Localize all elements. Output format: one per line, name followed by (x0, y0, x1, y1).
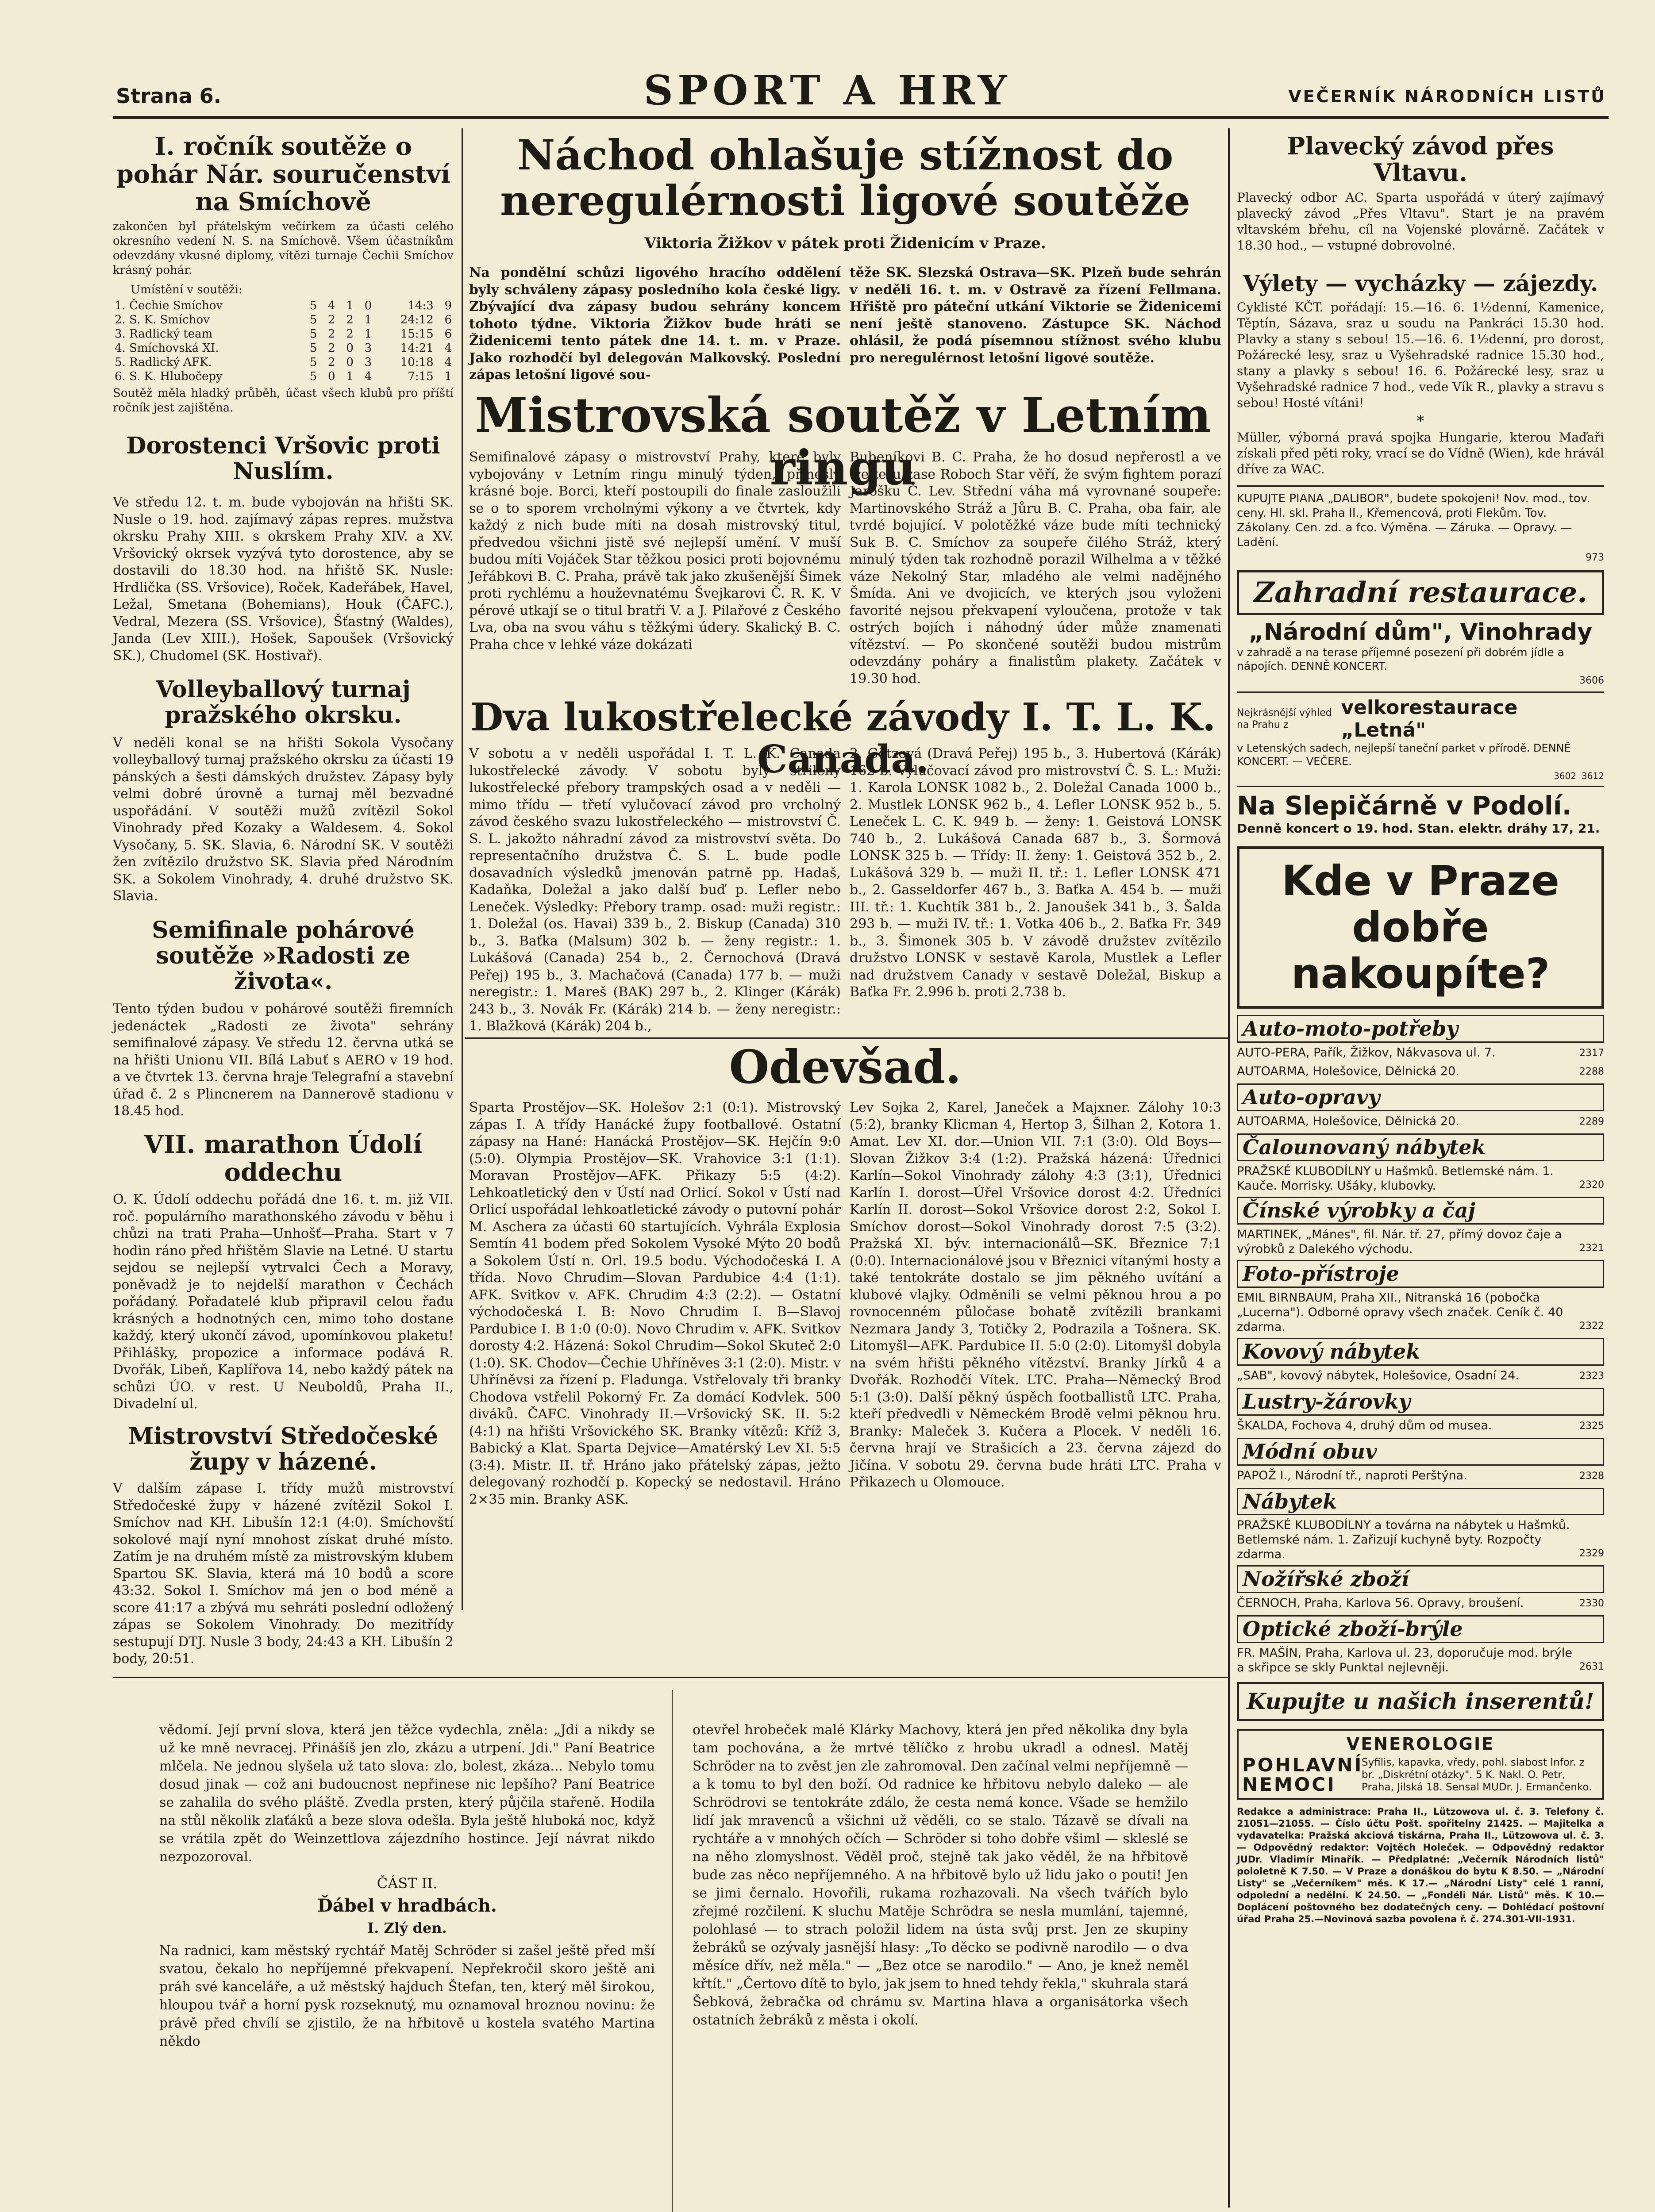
standings-team: 3. Radlický team (115, 327, 213, 341)
impressum: Redakce a administrace: Praha II., Lützowova ul. č. 3. Telefony č. 21051—21055. — Číslo účtu Pošt. spořitelny 21425. — Majitelka a vydavatelka: Pražská akciová tiskárna, Praha II., Lützowova ul. č. 3. — Odpovědný redaktor: Vojtěch Holeček. — Odpovědný redaktor JUDr. Vladimír Minařík. — Předplatné: „Večerník Národních listů" pololetně K 7.50. — V Praze a donáškou do bytu K 8.50. — „Národní Listy" se „Večerníkem" měs. K 17.— „Národní Listy" celé 1 ranní, odpolední a nedělní. K 24.50. — „Fondéli Nár. Listů" měs. K 10.— Doplácení poštovného bez dodatečných ceny. — Dohlédací poštovní úřad Praha 25.—Novinová sazba povolena ř. č. 274.301-VII-1931. (1237, 1806, 1604, 1924)
directory-entry (1237, 1518, 1604, 1562)
vylety-title: Výlety — vycházky — zájezdy. (1243, 270, 1598, 296)
hazena-title: Mistrovství Středočeské župy v házené. (128, 1422, 439, 1475)
standings-team: 4. Smíchovská XI. (115, 341, 219, 355)
standings-value: 2 (328, 327, 335, 341)
directory-entry-text: EMIL BIRNBAUM, Praha XII., Nitranská 16 (pobočka „Lucerna"). Odborné opravy všech značek. Ceník č. 40 zdarma. (1237, 1290, 1563, 1334)
plavecky-text: Plavecký odbor AC. Sparta uspořádá v úterý zajímavý plavecký závod „Přes Vltavu". Start je na pravém vltavském břehu, cíl na Vojenské plovárně. Začátek v 18.30 hod., — vstupné dobrovolné. (1237, 190, 1604, 253)
standings-value: 2 (328, 355, 335, 369)
standings-table (113, 299, 454, 384)
standings-value: 0 (364, 299, 372, 312)
directory-entry-number: 2289 (1579, 1116, 1604, 1128)
kupujte-box (1237, 1682, 1604, 1721)
mistrovska-title: Mistrovská soutěž v Letním ringu (475, 388, 1211, 496)
standings-value: 4 (364, 369, 372, 383)
slepicarne-text: Denně koncert o 19. hod. Stan. elektr. dráhy 17, 21. (1237, 821, 1600, 836)
standings-row (113, 341, 454, 355)
venerologie-ad (1237, 1729, 1604, 1800)
standings-value: 1 (444, 369, 452, 383)
column-rule (462, 128, 463, 1610)
muller-text: Müller, výborná pravá spojka Hungarie, kterou Maďaři získali před pěti roky, vrací se do Vídně (Wien), kde hrávál dříve za WAC. (1237, 430, 1604, 477)
narodni-dum-number: 3606 (1579, 675, 1604, 686)
letna-ad (1237, 691, 1604, 784)
paper-name: VEČERNÍK NÁRODNÍCH LISTŮ (1288, 87, 1606, 106)
pohlavni-text: Syfilis, kapavka, vředy, pohl. slabost Infor. z br. „Diskrétní otázky". 5 K. Nakl. O. Petr, Praha, Jilská 18. Sensal MUDr. J. Ermančenko. (1362, 1756, 1592, 1793)
directory-entry (1237, 1064, 1604, 1080)
standings-value: 14:21 (400, 341, 434, 355)
lukostrel-title: Dva lukostřelecké závody I. T. L. K. Canada. (470, 695, 1216, 782)
directory-category: Kovový nábytek (1237, 1338, 1604, 1366)
standings-row (113, 369, 454, 384)
semi-text: Tento týden budou v pohárové soutěži firemních jedenáctek „Radosti ze života" sehrány semifinalové zápasy. Ve středu 12. června utká se na hřišti Unionu VII. Bílá Labuť s AERO v 19 hod. a ve čtvrtek 13. června hraje Telegrafní a stavební úřad č. 2 s Plincnerem na Dannerově stadionu v 18.45 hod. (113, 1001, 454, 1119)
piana-ad-number: 973 (1586, 552, 1604, 564)
directory-entry-number: 2320 (1579, 1179, 1604, 1191)
directory-entry-text: „SAB", kovový nábytek, Holešovice, Osadní 24. (1237, 1368, 1519, 1382)
mistrovska-text-a: Semifinalové zápasy o mistrovství Prahy, které byly vybojovány v Letním ringu minulý týden, přinesly krásné boje. Borci, kteří postoupili do finale zasloužili se o to sporem vrcholnými výkony a ve čtvrtek, kdy každý z nich bude míti na dosah mistrovský titul, předvedou všichni jistě své nejlepší umění. V muší budou míti Vojáček Star těžkou posici proti bojovnému Jeřábkovi B. C. Praha, právě tak jako zkušenější Šimek proti rychlému a houževnatému Švejkarovi Č. R. K. V pérové utkají se o titul bratři V. a J. Pilařové z Českého Lva, oba na svou váhu s těžkými údery. Skalický B. C. Praha chce v lehké váze dokázati (469, 449, 841, 653)
letna-number: 3602 (1554, 770, 1577, 781)
standings-value: 0 (328, 369, 335, 383)
directory-entry-number: 2329 (1579, 1548, 1604, 1559)
volley-text: V neděli konal se na hřišti Sokola Vysočany volleyballový turnaj pražského okrsku za účasti 19 pánských a šesti dámských družstev. Zápasy byly velmi dobré úrovně a turnaj měl bezvadné uspořádání. V soutěži mužů zvítězil Sokol Vinohrady před Kozaky a Waldesem. 4. Sokol Vysočany, 5. SK. Slavia, 6. Národní SK. V soutěži žen zvítězilo družstvo SK. Slavia před Národním SK. a Sokolem Vinohrady, 4. druhé družstvo SK. Slavia. (113, 735, 454, 904)
directory-entry-number: 2330 (1579, 1598, 1604, 1609)
directory-entry-number: 2317 (1579, 1048, 1604, 1059)
standings-value: 3 (364, 341, 372, 355)
directory-entry-text: PRAŽSKÉ KLUBODÍLNY a továrna na nábytek u Hašmků. Betlemské nám. 1. Zařizují kuchyně byty. Rozpočty zdarma. (1237, 1518, 1570, 1562)
directory-entry-text: PAPOŽ I., Národní tř., naproti Perštýna. (1237, 1468, 1467, 1482)
pohar-title: I. ročník soutěže o pohár Nár. souručenství na Smíchově (116, 132, 450, 217)
plavecky-title: Plavecký závod přes Vltavu. (1287, 132, 1554, 187)
odevsad-col-a: Sparta Prostějov—SK. Holešov 2:1 (0:1). Mistrovský zápas I. A třídy Hanácké župy footballové. Ostatní zápasy na Hané: Hanácká Prostějov—SK. Hejčín 9:0 (5:0). Olympia Prostějov—SK. Vrahovice 3:1 (1:1). Moravan Prostějov—AFK. Přikazy 5:5 (4:2). Lehkoatletický den v Ústí nad Orlicí. Sokol v Ústí nad Orlicí uspořádal lehkoatletické závody o putovní pohár M. Aschera za účasti 60 startujících. Vyhrála Explosia Semtín 41 bodem před Sokolem Vysoké Mýto 20 bodů a Sokolem Ústí n. Orl. 19.5 bodu. Východočeská I. A třída. Novo Chrudim—Slovan Pardubice 4:4 (1:1). AFK. Svitkov v. AFK. Chrudim 4:3 (2:2). — Ostatní východočeská I. B: Novo Chrudim I. B—Slavoj Pardubice I. B 1:0 (0:0). Novo Chrudim v. AFK. Svitkov dorosty 4:2. Házená: Sokol Chrudim—Sokol Skuteč 2:0 (1:0). SK. Chodov—Čechie Uhříněves 3:1 (2:0). Mistr. v Uhříněvsi za řízení p. Fladunga. Vstřelovaly tři branky Chodova vstřelil Pokorný Fr. Za domácí Kodvlek. 500 diváků. ČAFC. Vinohrady II.—Vršovický SK. II. 5:2 (4:1) na hřišti Vršovického SK. Branky vítězů: Kříž 3, Babický a Klat. Sparta Dejvice—Amatérský Lev XI. 5:5 (3:4). Mistr. II. tř. Hráno jako přátelský zápas, ježto delegovaný rozhodčí p. Kopecký se nedostavil. Hráno 2×35 min. Branky ASK. (469, 1100, 841, 1507)
odevsad-title: Odevšad. (729, 1040, 962, 1094)
zahradni-box (1237, 570, 1604, 615)
novel-text-a-top: vědomí. Její první slova, která jen těžce vydechla, zněla: „Jdi a nikdy se už ke mně nevracej. Přinášíš jen zlo, zkázu a utrpení. Jdi." Paní Beatrice mlčela. Ne jednou slyšela už tato slova: zlo, bolest, zkáza... Nebylo tomu dosud jinak — což ani budoucnost nepřinese nic lepšího? Paní Beatrice se zahalila do svého pláště. Zvedla prsten, který půjčila stařeně. Hodila na stůl několik zlaťáků a beze slova odešla. Byla ještě hluboká noc, když se vrátila zpět do Weinzettlova zájezdního hostince. Její návrat nikdo nezpozoroval. (159, 1722, 655, 1865)
standings-value: 2 (346, 313, 354, 326)
letna-big: velkorestaurace „Letná" (1341, 696, 1518, 741)
pohlavni-nemoci: POHLAVNÍ NEMOCI (1242, 1754, 1363, 1795)
standings-value: 0 (346, 341, 354, 355)
directory-category: Foto-přístroje (1237, 1260, 1604, 1288)
directory-category: Auto-moto-potřeby (1237, 1015, 1604, 1043)
standings-value: 15:15 (400, 327, 434, 341)
standings-value: 5 (309, 327, 317, 341)
directory-category: Nožířské zboží (1237, 1565, 1604, 1593)
standings-value: 5 (309, 341, 317, 355)
standings-value: 4 (444, 355, 452, 369)
standings-row (113, 299, 454, 313)
column-rule (672, 1690, 673, 2212)
standings-value: 24:12 (400, 313, 434, 326)
piana-ad-text: KUPUJTE PIANA „DALIBOR", budete spokojeni! Nov. mod., tov. ceny. Hl. skl. Praha II., Křemencová, proti Flekům. Tov. Zákolany. Cen. zd. a fco. Výměna. — Záruka. — Opravy. — Ladění. (1237, 492, 1590, 549)
column-rule (1228, 128, 1230, 2208)
page-label: Strana 6. (116, 84, 222, 108)
letna-small: Nejkrásnější výhled na Prahu z (1237, 707, 1332, 730)
piana-ad (1237, 485, 1604, 566)
left-column (113, 133, 454, 1668)
standings-team: 6. S. K. Hlubočepy (115, 369, 223, 383)
kde-nakoupite-title: Kde v Praze dobře nakoupíte? (1282, 856, 1559, 998)
directory-category: Čínské výrobky a čaj (1237, 1197, 1604, 1225)
directory-entry-text: AUTO-PERA, Pařík, Žižkov, Nákvasova ul. 7. (1237, 1046, 1496, 1060)
right-column (1237, 133, 1604, 1925)
standings-value: 7:15 (408, 369, 434, 383)
directory-entry-number: 2325 (1579, 1420, 1604, 1432)
novel-part: ČÁST II. (377, 1875, 438, 1892)
lukostrel-text-b: 2. Götzová (Dravá Peřej) 195 b., 3. Hubertová (Kárák) 162 b. Vylučovací závod pro mistrovství Č. S. L.: Muži: 1. Karola LONSK 1082 b., 2. Doležal Canada 1000 b., 2. Mustlek LONSK 962 b., 4. Lefler LONSK 952 b., 5. Leneček L. C. K. 949 b. — ženy: 1. Geistová LONSK 740 b., 2. Lukášová Canada 687 b., 3. Šormová LONSK 325 b. — Třídy: II. ženy: 1. Geistová 352 b., 2. Lukášová 329 b. — muži II. tř.: 1. Lefler LONSK 471 b., 2. Gasseldorfer 467 b., 3. Baťka A. 454 b. — muži III. tř.: 1. Kuchtík 381 b., 2. Janoušek 341 b., 3. Šalda 293 b. — muži IV. tř.: 1. Votka 406 b., 2. Baťka Fr. 349 b., 3. Šimonek 305 b. V závodě družstev zvítězilo družstvo LONSK v sestavě Karola, Mustlek a Lefler nad družstvem Canady v sestavě Doležal, Biskup a Baťka Fr. 2.996 b. proti 2.738 b. (850, 746, 1221, 1000)
letna-number-2: 3612 (1582, 770, 1604, 781)
directory-entry-text: FR. MAŠÍN, Praha, Karlova ul. 23, doporučuje mod. brýle a skřipce se skly Punktal nejlevněji. (1237, 1646, 1572, 1675)
volley-title: Volleyballový turnaj pražského okrsku. (156, 676, 411, 729)
novel-col-a (159, 1721, 655, 2051)
kde-nakoupite-box (1237, 846, 1604, 1009)
section-title: SPORT A HRY (643, 66, 1012, 114)
standings-team: 5. Radlický AFK. (115, 355, 212, 369)
standings-value: 5 (309, 369, 317, 383)
directory-entry-number: 2631 (1579, 1661, 1604, 1673)
directory-category: Optické zboží-brýle (1237, 1615, 1604, 1643)
novel-col-b: otevřel hrobeček malé Klárky Machovy, která jen před několika dny byla tam pochována, a že mrtvé tělíčko z hrobu ukradl a odnesl. Matěj Schröder na to zvěst jen zle zahromoval. Den začínal velmi nepříjemně — a k tomu to byl den boží. Od radnice ke hřbitovu nebylo daleko — ale Schrödrovi se tentokráte zdálo, že cesta nemá konce. Všade se hemžilo lidí jak mravenců a všichni už věděli, co se stalo. Tázavě se dívali na rychtáře a v mnohých očích — Schröder si toho dobře všiml — skleslé se na něho zlomyslnost. Věděl proč, stejně tak jako věděl, že na hřbitově bude zas něco nepříjemného. A na hřbitově bylo už lidu jako o pouti! Jen se jimi černalo. Hovořili, rukama rozhazovali. Na všech tvářích bylo zřejmé rozčilení. K sluchu Matěje Schrödra se nesla mumlání, tajemné, polohlasé — to strach položil lidem na ústa svůj prst. Jen ze skupiny žebráků se ozývaly jasnější hlasy: „To děcko se podivně narodilo — o dva měsíce dřív, než měla." — „Bez otce se narodilo." — Ano, je knež neměl křtít." „Čertovo dítě to bylo, jak jsem to hned tehdy řekla," skuhrala stará Šebková, žebračka od chrámu sv. Martina hlava a organisátorka všech ostatních žebráků z města i okolí. (693, 1722, 1188, 2028)
directory-entry (1237, 1045, 1604, 1061)
standings-value: 1 (346, 299, 354, 312)
letna-text: v Letenských sadech, nejlepší taneční parket v přírodě. DENNĚ KONCERT. — VEČERE. (1237, 741, 1571, 768)
standings-value: 6 (444, 313, 452, 326)
standings-value: 14:3 (408, 299, 434, 312)
slepicarne-title: Na Slepičárně v Podolí. (1237, 790, 1572, 821)
directory-entry (1237, 1114, 1604, 1130)
separator-star: * (1416, 412, 1424, 430)
directory-category: Lustry-žárovky (1237, 1388, 1604, 1416)
standings-value: 0 (346, 355, 354, 369)
nachod-title: Náchod ohlašuje stížnost do neregulérnosti ligové soutěže (500, 131, 1190, 226)
directory-entry-number: 2321 (1579, 1243, 1604, 1254)
directory-category: Čalounovaný nábytek (1237, 1133, 1604, 1161)
directory-entry (1237, 1418, 1604, 1434)
novel-part-title: Ďábel v hradbách. (317, 1895, 497, 1916)
directory-category: Auto-opravy (1237, 1083, 1604, 1111)
venerologie-title: VENEROLOGIE (1346, 1734, 1495, 1754)
novel-chapter: I. Zlý den. (367, 1920, 447, 1936)
directory-entry-text: PRAŽSKÉ KLUBODÍLNY u Hašmků. Betlemské nám. 1. Kauče. Morrisky. Ušáky, klubovky. (1237, 1164, 1554, 1193)
directory-entry (1237, 1368, 1604, 1384)
nachod-text-a: Na pondělní schůzi ligového hracího oddělení byly schváleny zápasy posledního kola české ligy. Zbývající dva zápasy budou sehrány koncem tohoto týdne. Viktoria Žižkov bude hráti se Židenicemi tento pátek dne 14. t. m. v Praze. Jako rozhodčí byl delegován Malkovský. Poslední zápas letošní ligové sou- (469, 265, 841, 383)
standings-value: 5 (309, 313, 317, 326)
maraton-text: O. K. Údolí oddechu pořádá dne 16. t. m. již VII. roč. populárního marathonského závodu v běhu i chůzi na trati Praha—Unhošť—Praha. Start v 7 hodin ráno před hřištěm Slavie na Letné. U startu sejdou se nejlepší vytrvalci Čech a Moravy, poněvadž je to nejdelší marathon v Čechách pořádaný. Pořadatelé klub připravil celou řadu krásných a hodnotných cen, mimo toho dostane každý, který ukončí závod, upomínkovou plaketu! Přihlášky, propozice a informace podává R. Dvořák, Libeň, Kaplířova 14, nebo každý pátek na schůzi ÚO. v rest. U Neuboldů, Praha II., Divadelní ul. (113, 1192, 454, 1412)
dorost-title: Dorostenci Vršovic proti Nuslím. (126, 432, 440, 485)
standings-value: 2 (328, 341, 335, 355)
zahradni-title: Zahradní restaurace. (1254, 576, 1587, 610)
standings-value: 5 (309, 355, 317, 369)
directory-entry-text: AUTOARMA, Holešovice, Dělnická 20. (1237, 1114, 1459, 1129)
standings-row (113, 355, 454, 369)
directory-entry (1237, 1290, 1604, 1334)
directory-entry-text: AUTOARMA, Holešovice, Dělnická 20. (1237, 1064, 1459, 1079)
directory-category: Módní obuv (1237, 1438, 1604, 1466)
standings-row (113, 327, 454, 341)
shopping-directory (1237, 1015, 1604, 1675)
standings-value: 10:18 (400, 355, 434, 369)
standings-value: 9 (444, 299, 452, 312)
standings-value: 4 (444, 341, 452, 355)
standings-value: 6 (444, 327, 452, 341)
standings-value: 1 (364, 313, 372, 326)
dorost-text: Ve středu 12. t. m. bude vybojován na hřišti SK. Nusle o 19. hod. zajímavý zápas repres. mužstva okrsku Prahy XIII. s okrskem Prahy XIV. a XV. Vršovický okrsek vyzývá tyto dorostence, aby se dostavili do 18.30 hod. na hřiště SK. Nusle: Hrdlička (SS. Vršovice), Roček, Kadeřábek, Havel, Ležal, Smetana (Bohemians), Houk (ČAFC.), Vedral, Mezera (SS. Vršovice), Šťastný (Waldes), Janda (Lev XIII.), Hošek, Sapoušek (Vršovický SK.), Chudomel (SK. Hostivař). (113, 495, 454, 664)
standings-value: 1 (364, 327, 372, 341)
hazena-text: V dalším zápase I. třídy mužů mistrovství Středočeské župy v házené zvítězil Sokol I. Smíchov nad KH. Libušín 12:1 (4:0). Smíchovští sokolové mají nyní mnohost získat druhé místo. Zatím je na druhém místě za mistrovským klubem Spartou SK. Slavia, která má 10 bodů a score 43:32. Sokol I. Smíchov má jen o bod méně a score 41:17 a zbývá mu sehráti poslední odložený zápas se Sokolem Vinohrady. Do mezitřídy sestupují DTJ. Nusle 3 body, 24:43 a KH. Libušín 2 body, 20:51. (113, 1481, 454, 1667)
directory-entry-number: 2328 (1579, 1470, 1604, 1482)
mistrovska-text-b: Bubeníkovi B. C. Praha, že ho dosud nepřerostl a ve welteru zase Roboch Star věří, že svým fightem porazí Jarošku Č. Lev. Střední váha má vyrovnané soupeře: Martinovského Stráž a Jůru B. C. Praha, oba fair, ale tvrdé bojující. V polotěžké váze bude míti technický Suk B. C. Smíchov za soupeře čilého Stráž, který minulý týden tak rozhodně porazil Wilhelma a v těžké váze Nekolný Star, mladého ale velmi nadějného Šmída. Ani ve dvojicích, ve kterých jsou vyloženi favorité nejsou překvapení vyloučena, protože v tak ostrých bojích i náhodný úder může znamenati vítězství. — Po skončené soutěži budou mistrům odevzdány poháry a finalistům plakety. Začátek v 19.30 hod. (850, 449, 1221, 687)
standings-row (113, 313, 454, 327)
standings-value: 4 (328, 299, 335, 312)
kupujte-text: Kupujte u našich inserentů! (1247, 1688, 1594, 1715)
vylety-text: Cyklisté KČT. pořádají: 15.—16. 6. 1½denní, Kamenice, Těptín, Sázava, sraz u soudu na Pankráci 15.30 hod. Plavky a stany s sebou! 15.—16. 6. 1½denní, pro dorost, Požárecké lesy, sraz u Vyšehradské radnice 15.30 hod., stany a plavky s sebou! 16. 6. Požárecké lesy, sraz u Vyšehradské radnice 7 hod., vede Vík R., plavky a stravu s sebou! Hosté vítáni! (1237, 300, 1604, 410)
directory-entry (1237, 1468, 1604, 1484)
directory-entry-number: 2322 (1579, 1320, 1604, 1332)
pohar-footer: Soutěž měla hladký průběh, účast všech klubů pro příští ročník jest zajištěna. (113, 386, 454, 415)
standings-value: 1 (346, 369, 354, 383)
directory-category: Nábytek (1237, 1488, 1604, 1516)
semi-title: Semifinale pohárové soutěže »Radosti ze života«. (152, 916, 415, 995)
nachod-subtitle: Viktoria Žižkov v pátek proti Židenicím v Praze. (644, 234, 1046, 252)
directory-entry-text: MARTINEK, „Mánes", fil. Nár. tř. 27, přímý dovoz čaje a výrobků z Dalekého východu. (1237, 1228, 1562, 1256)
pohar-text: zakončen byl přátelským večírkem za účasti celého okresního vedení N. S. na Smíchově. Všem účastníkům odevzdány vkusné diplomy, vítězi turnaje Čechii Smíchov krásný pohár. (113, 220, 454, 277)
standings-team: 2. S. K. Smíchov (115, 313, 210, 326)
lukostrel-text-a: V sobotu a v neděli uspořádal I. T. L. K. Canada lukostřelecké závody. V sobotu byly střileny lukostřelecké přebory trampských osad a v neděli — mimo třídu — třetí vylučovací závod pro vrcholný závod českého svazu lukostřeleckého — mistrovství Č. S. L. jakožto náhradní závod za mistrovství světa. Do representačního družstva Č. S. L. bude podle dosavadních výsledků jmenován patrně pp. Hadaš, Kadaňka, Doležal a jako další buď p. Lefler nebo Leneček. Výsledky: Přebory tramp. osad: muži registr.: 1. Doležal (os. Havai) 339 b., 2. Biskup (Canada) 310 b., 3. Baťka (Malsum) 302 b. — ženy registr.: 1. Lukášová (Canada) 254 b., 2. Černochová (Dravá Peřej) 195 b., 3. Machačová (Canada) 177 b. — muži neregistr.: 1. Mareš (BAK) 297 b., 2. Klinger (Kárák) 243 b., 3. Novák Fr. (Kárák) 214 b. — ženy neregistr.: 1. Blažková (Kárák) 204 b., (469, 746, 841, 1034)
directory-entry-text: ČERNOCH, Praha, Karlova 56. Opravy, broušení. (1237, 1596, 1524, 1610)
standings-value: 5 (309, 299, 317, 312)
standings-value: 3 (364, 355, 372, 369)
directory-entry (1237, 1596, 1604, 1612)
section-rule (113, 1677, 1228, 1678)
header-rule (113, 116, 1609, 119)
section-rule (465, 1037, 1228, 1039)
standings-team: 1. Čechie Smíchov (115, 299, 223, 312)
narodni-dum-text: v zahradě a na terase příjemné posezení při dobrém jídle a nápojích. DENNĚ KONCERT. (1237, 645, 1564, 672)
nachod-text-b: těže SK. Slezská Ostrava—SK. Plzeň bude sehrán v neděli 16. t. m. v Ostravě za řízení Fellmana. Hřiště pro páteční utkání Viktorie se Židenicemi není ještě stanoveno. Zástupce SK. Náchod ohlásil, že podá písemnou stížnost svého klubu pro neregulérnost letošní ligové soutěže. (850, 265, 1221, 366)
standings-value: 2 (346, 327, 354, 341)
directory-entry-number: 2323 (1579, 1370, 1604, 1382)
narodni-dum-title: „Národní dům", Vinohrady (1248, 619, 1593, 646)
standings-label: Umístění v soutěži: (131, 283, 242, 297)
odevsad-col-b: Lev Sojka 2, Karel, Janeček a Majxner. Zálohy 10:3 (5:2), branky Klicman 4, Hertop 3, Šilhan 2, Kotora 1. Amat. Lev XI. dor.—Union VII. 7:1 (3:0). Old Boys—Slovan Žižkov 3:4 (1:2). Pražská házená: Úřednici Karlín—Sokol Vinohrady zálohy 4:3 (3:1), Úřednici Karlín I. dorost—Úřel Vršovice dorost 4:2. Úředníci Karlín II. dorost—Sokol Vršovice dorost 2:2, Sokol I. Smíchov dorost—Sokol Vinohrady dorost 7:5 (3:2). Pražská XI. býv. internacionálů—SK. Březnice 7:1 (0:0). Internacionálové jsou v Březnici vítanými hosty a také tentokráte dostalo se jim pěkného uvítání a klubové vlajky. Odměnili se velmi pěknou hrou a po rovnocenném půločase bohatě zvítězili brankami Nezmara Jandy 3, Totičky 2, Podrazila a Tošnera. SK. Litomyšl—AFK. Pardubice II. 5:0 (2:0). Litomyšl dobyla na svém hřišti pěkného vítězství. Branky Jírků 4 a Dvořák. Rozhodčí Vítek. LTC. Praha—Německý Brod 5:1 (3:0). Další pěkný úspěch footballistů LTC. Praha, kteří předvedli v Německém Brodě velmi pěknou hru. Branky: Maleček 3. Kučera a Plocek. V neděli 16. června hrají ve Strašicích a 23. června zájezd do Jičína. V sobotu 29. června bude hráti LTC. Praha v Přikazech u Olomouce. (850, 1100, 1221, 1490)
directory-entry (1237, 1646, 1604, 1675)
standings-value: 2 (328, 313, 335, 326)
directory-entry-number: 2288 (1579, 1066, 1604, 1078)
maraton-title: VII. marathon Údolí oddechu (144, 1129, 423, 1187)
novel-text-a-rest: Na radnici, kam městský rychtář Matěj Schröder si zašel ještě před mší svatou, čekalo ho nepříjemné překvapení. Nepřekročil skoro ještě ani práh své kanceláře, a už městský hajduch Štefan, ten, který měl širokou, hloupou tvář a horní pysk rozseknutý, mu oznamoval hroznou novinu: že právě před chvílí se zjistilo, že na hřbitově u kostela svatého Martina někdo (159, 1943, 655, 2049)
directory-entry (1237, 1227, 1604, 1256)
directory-entry (1237, 1164, 1604, 1193)
directory-entry-text: ŠKALDA, Fochova 4, druhý dům od musea. (1237, 1418, 1492, 1432)
